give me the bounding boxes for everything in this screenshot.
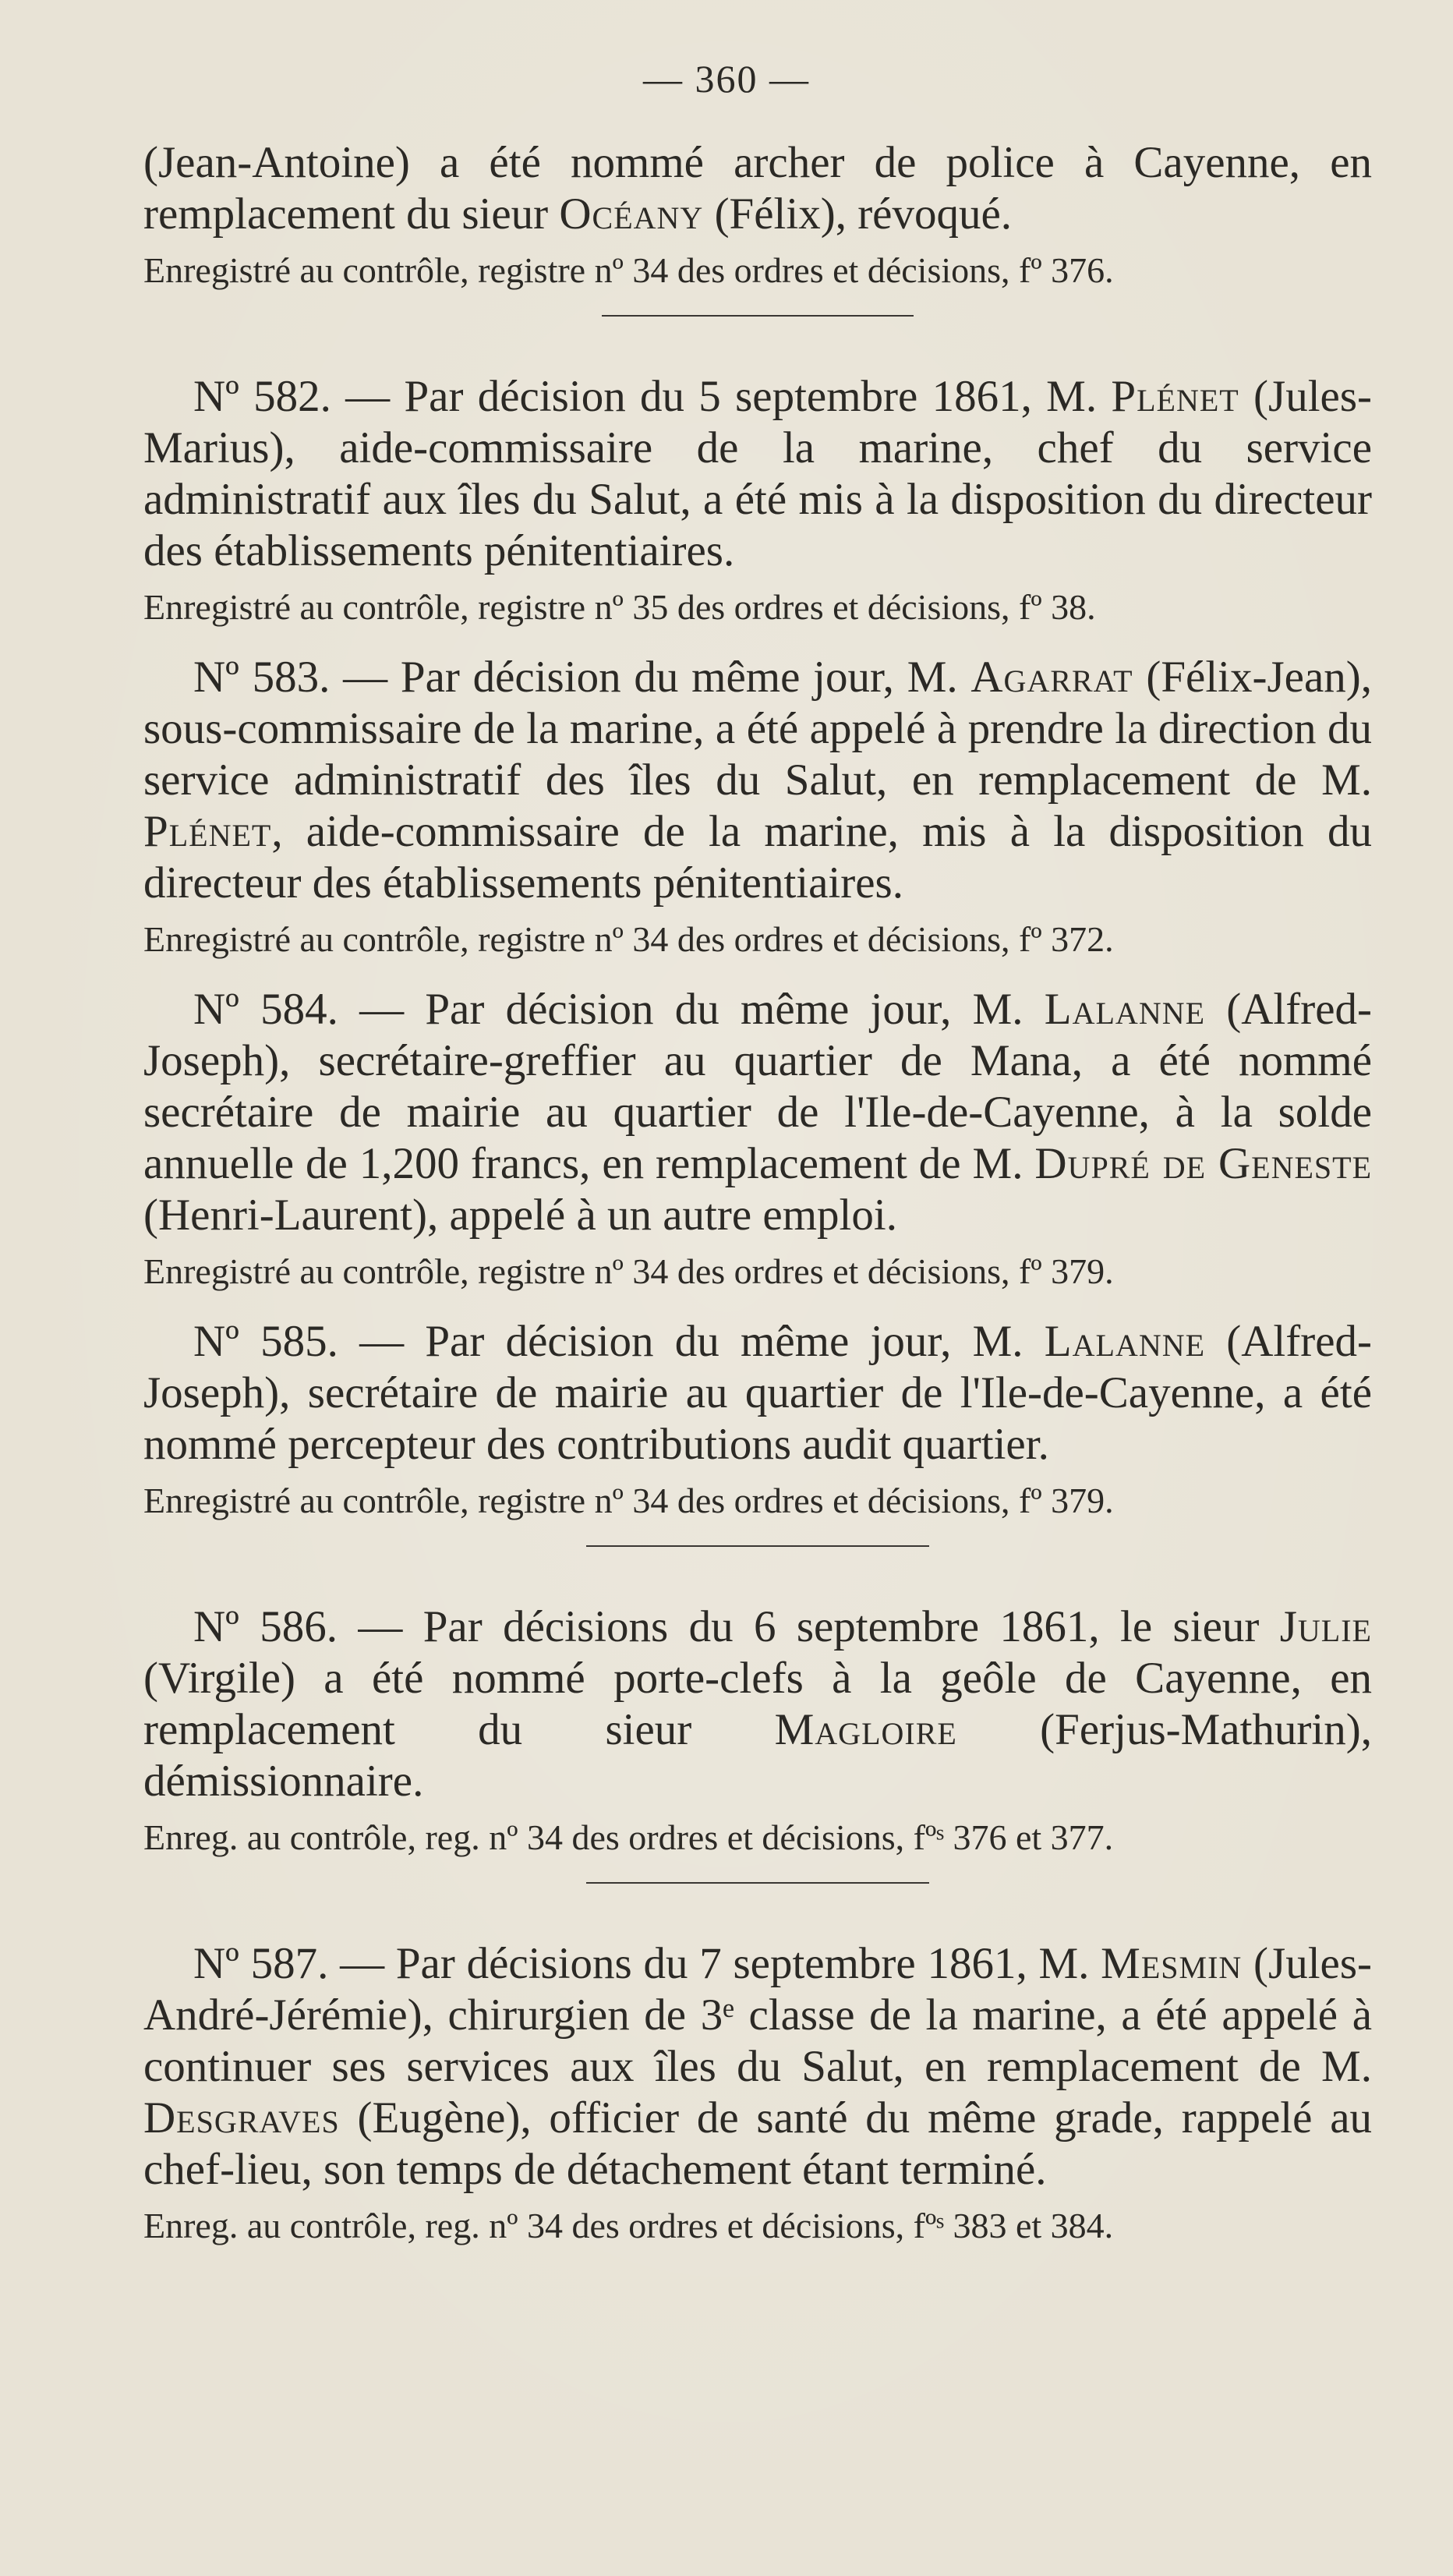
person-name: Lalanne — [1044, 985, 1206, 1034]
person-name: Plénet — [143, 807, 272, 856]
entry-text: (Jean-Antoine) a été nommé archer de police à Cayenne, en remplacement du sieur — [143, 138, 1372, 239]
registration-note: Enregistré au contrôle, registre nº 34 des ordres et décisions, fº 376. — [143, 250, 1114, 290]
entry-text: (Félix-Jean), sous-commissaire de la marine, a été appelé à prendre la direction du service administratif des îles du Salut, en remplacement de M. — [143, 653, 1372, 805]
person-name: Julie — [1279, 1602, 1372, 1651]
entry-583 — [143, 652, 1372, 909]
person-name: Mesmin — [1101, 1939, 1243, 1988]
entry-text: (Félix), révoqué. — [703, 189, 1013, 239]
entry-lead: Nº 582. — Par décision du 5 septembre 1861, M. — [193, 372, 1098, 421]
entry-585 — [143, 1316, 1372, 1470]
entry-text: (Virgile) a été nommé porte-clefs à la geôle de Cayenne, en remplacement du sieur — [143, 1654, 1372, 1754]
registration-note: Enregistré au contrôle, registre nº 34 des ordres et décisions, fº 372. — [143, 919, 1114, 959]
entry-lead: Nº 587. — Par décisions du 7 septembre 1861, M. — [193, 1939, 1090, 1988]
person-name: Magloire — [774, 1705, 957, 1754]
entry-text: (Jules-André-Jérémie), chirurgien de 3ᵉ classe de la marine, a été appelé à continuer ses services aux îles du Salut, en remplacement de M. — [143, 1939, 1373, 2091]
person-name: Agarrat — [970, 653, 1133, 702]
registration-note: Enregistré au contrôle, registre nº 34 des ordres et décisions, fº 379. — [143, 1251, 1114, 1291]
entry-text: (Alfred-Joseph), secrétaire-greffier au quartier de Mana, a été nommé secrétaire de mairie au quartier de l'Ile-de-Cayenne, à la solde annuelle de 1,200 francs, en remplacement de M. — [143, 985, 1373, 1188]
person-name: Dupré de Geneste — [1034, 1139, 1373, 1188]
section-divider — [586, 1882, 929, 1884]
entry-text: (Ferjus-Mathurin), démissionnaire. — [143, 1705, 1372, 1806]
entry-584 — [143, 984, 1372, 1241]
entry-text: (Jules-Marius), aide-commissaire de la marine, chef du service administratif aux îles du Salut, a été mis à la disposition du directeur des établissements pénitentiaires. — [143, 372, 1372, 575]
entry-lead: Nº 585. — Par décision du même jour, M. — [193, 1317, 1023, 1366]
entry-lead: Nº 586. — Par décisions du 6 septembre 1861, le sieur — [193, 1602, 1260, 1651]
entry-lead: Nº 583. — Par décision du même jour, M. — [193, 653, 958, 702]
page-number: — 360 — — [643, 57, 810, 101]
person-name: Océany — [559, 189, 704, 239]
registration-note: Enregistré au contrôle, registre nº 34 des ordres et décisions, fº 379. — [143, 1481, 1114, 1520]
registration-note: Enreg. au contrôle, reg. nº 34 des ordres et décisions, fºˢ 383 et 384. — [143, 2206, 1114, 2245]
person-name: Desgraves — [143, 2093, 340, 2143]
entry-text: (Eugène), officier de santé du même grade, rappelé au chef-lieu, son temps de détachement étant terminé. — [143, 2093, 1372, 2194]
entry-587 — [143, 1938, 1372, 2196]
section-divider — [586, 1545, 929, 1547]
entry-582 — [143, 371, 1372, 577]
registration-note: Enregistré au contrôle, registre nº 35 des ordres et décisions, fº 38. — [143, 587, 1096, 627]
person-name: Lalanne — [1044, 1317, 1206, 1366]
registration-note: Enreg. au contrôle, reg. nº 34 des ordres et décisions, fºˢ 376 et 377. — [143, 1817, 1114, 1857]
entry-lead: Nº 584. — Par décision du même jour, M. — [193, 985, 1023, 1034]
entry-text: (Henri-Laurent), appelé à un autre emploi. — [143, 1191, 897, 1240]
text-column — [143, 137, 1372, 2270]
entry-text: (Alfred-Joseph), secrétaire de mairie au quartier de l'Ile-de-Cayenne, a été nommé percepteur des contributions audit quartier. — [143, 1317, 1373, 1469]
section-divider — [602, 315, 914, 317]
person-name: Plénet — [1111, 372, 1239, 421]
entry-continuation — [143, 137, 1372, 240]
entry-586 — [143, 1601, 1372, 1807]
entry-text: , aide-commissaire de la marine, mis à la disposition du directeur des établissements pénitentiaires. — [143, 807, 1372, 908]
